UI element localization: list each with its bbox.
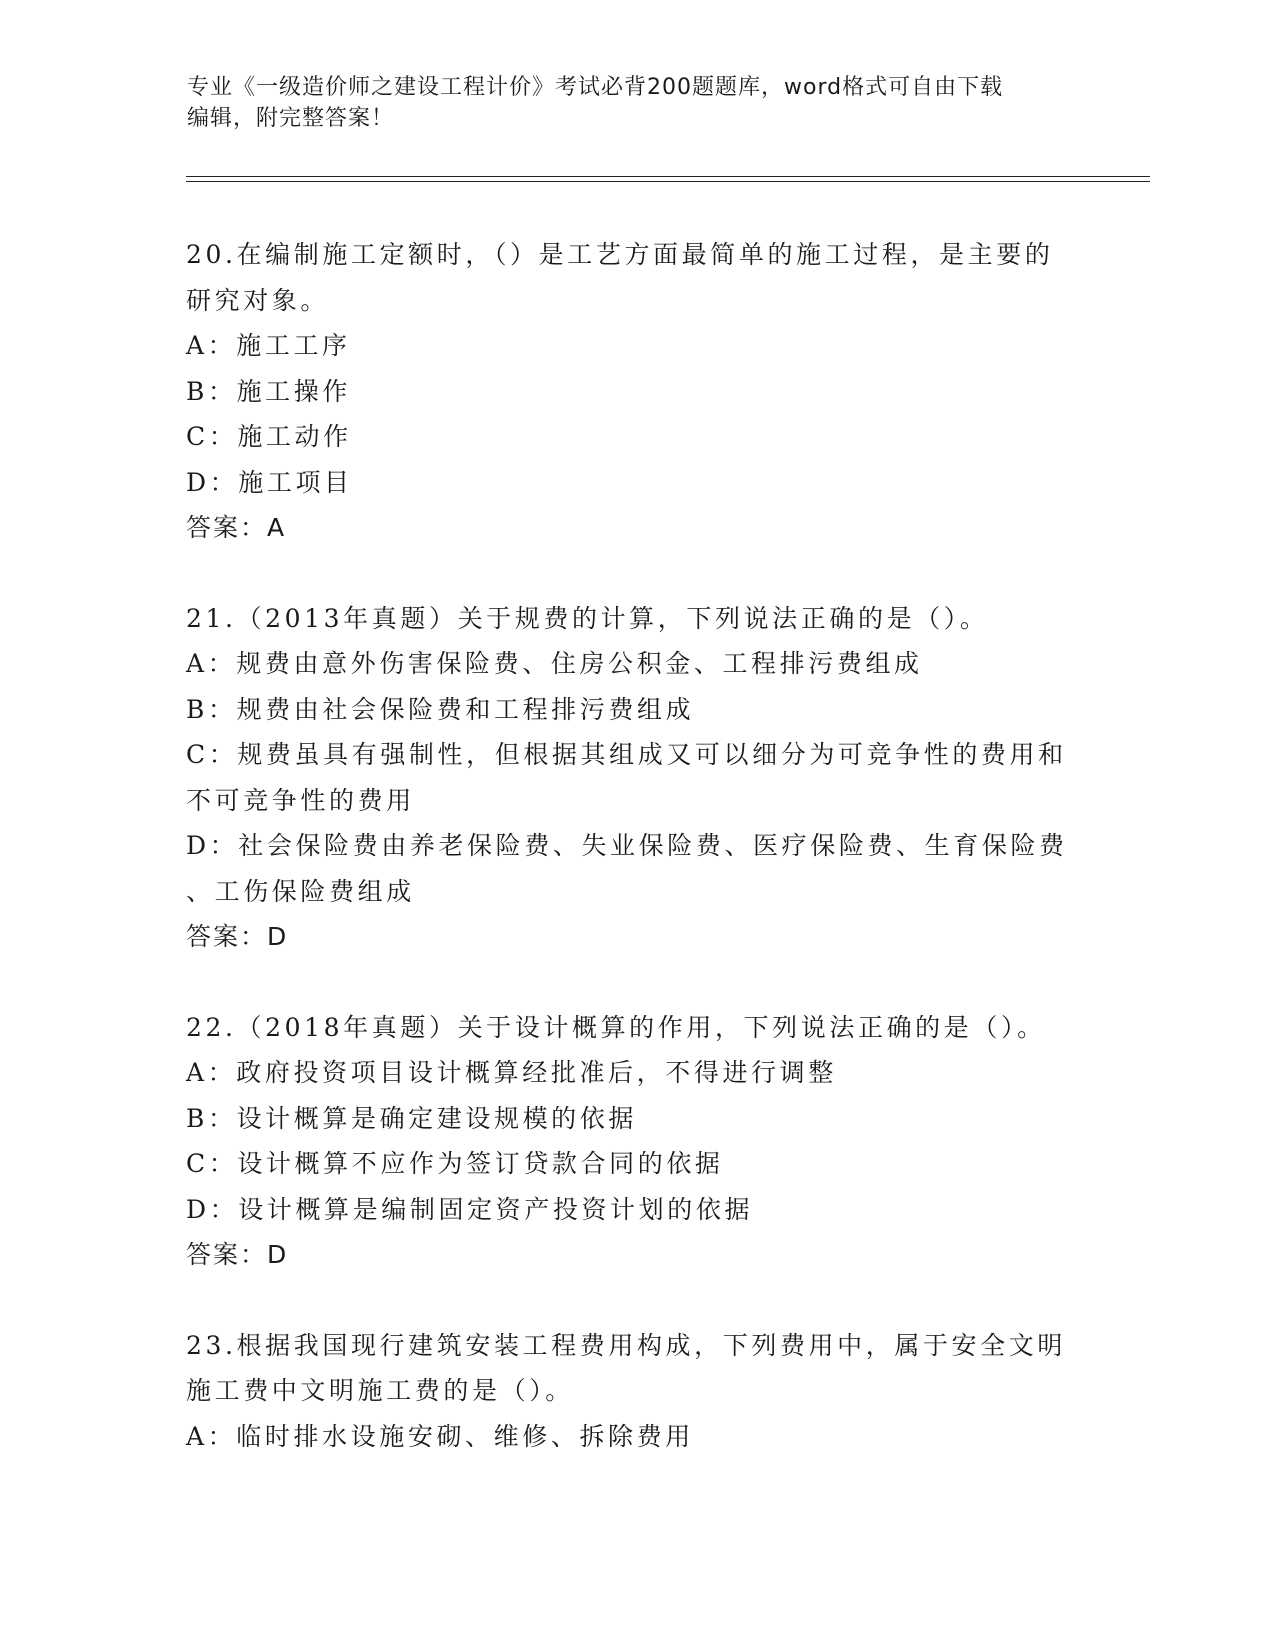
option-b: B：施工操作	[186, 376, 351, 406]
option-d: D：社会保险费由养老保险费、失业保险费、医疗保险费、生育保险费	[186, 831, 1068, 860]
option-c: C：施工动作	[186, 422, 352, 451]
option-a: A：临时排水设施安砌、维修、拆除费用	[186, 1421, 694, 1451]
question-stem-line: 20.在编制施工定额时，（）是工艺方面最简单的施工过程，是主要的	[186, 240, 1054, 269]
option-a: A：政府投资项目设计概算经批准后，不得进行调整	[186, 1058, 837, 1087]
option-d: D：施工项目	[186, 467, 353, 497]
option-c: C：设计概算不应作为签订贷款合同的依据	[186, 1149, 724, 1178]
option-c: C：规费虽具有强制性，但根据其组成又可以细分为可竞争性的费用和	[186, 740, 1067, 769]
option-a: A：规费由意外伤害保险费、住房公积金、工程排污费组成	[186, 649, 923, 678]
header-line-1: 专业《一级造价师之建设工程计价》考试必背200题题库，word格式可自由下载	[187, 75, 1004, 100]
question-list	[186, 232, 1086, 1504]
question-20	[186, 232, 1086, 551]
question-stem-line: 22.（2018年真题）关于设计概算的作用，下列说法正确的是（）。	[186, 1012, 1046, 1042]
answer-line: 答案：D	[186, 1240, 289, 1269]
option-a: A：施工工序	[186, 331, 351, 360]
option-d: D：设计概算是编制固定资产投资计划的依据	[186, 1194, 754, 1224]
document-header	[187, 72, 1067, 134]
option-d-continued: 、工伤保险费组成	[186, 876, 415, 906]
question-23	[186, 1323, 1086, 1460]
question-stem-line: 研究对象。	[186, 285, 330, 315]
option-b: B：规费由社会保险费和工程排污费组成	[186, 694, 695, 724]
answer-line: 答案：D	[186, 922, 289, 951]
header-line-2: 编辑，附完整答案！	[187, 106, 395, 131]
question-stem-line: 21.（2013年真题）关于规费的计算，下列说法正确的是（）。	[186, 603, 989, 633]
header-divider-top	[186, 176, 1150, 177]
option-b: B：设计概算是确定建设规模的依据	[186, 1103, 637, 1133]
header-divider-bottom	[186, 181, 1150, 182]
question-22	[186, 1005, 1086, 1278]
question-21	[186, 596, 1086, 960]
question-stem-line: 施工费中文明施工费的是（）。	[186, 1376, 574, 1405]
question-stem-line: 23.根据我国现行建筑安装工程费用构成，下列费用中，属于安全文明	[186, 1330, 1066, 1360]
answer-line: 答案：A	[186, 513, 287, 542]
option-c-continued: 不可竞争性的费用	[186, 785, 415, 815]
